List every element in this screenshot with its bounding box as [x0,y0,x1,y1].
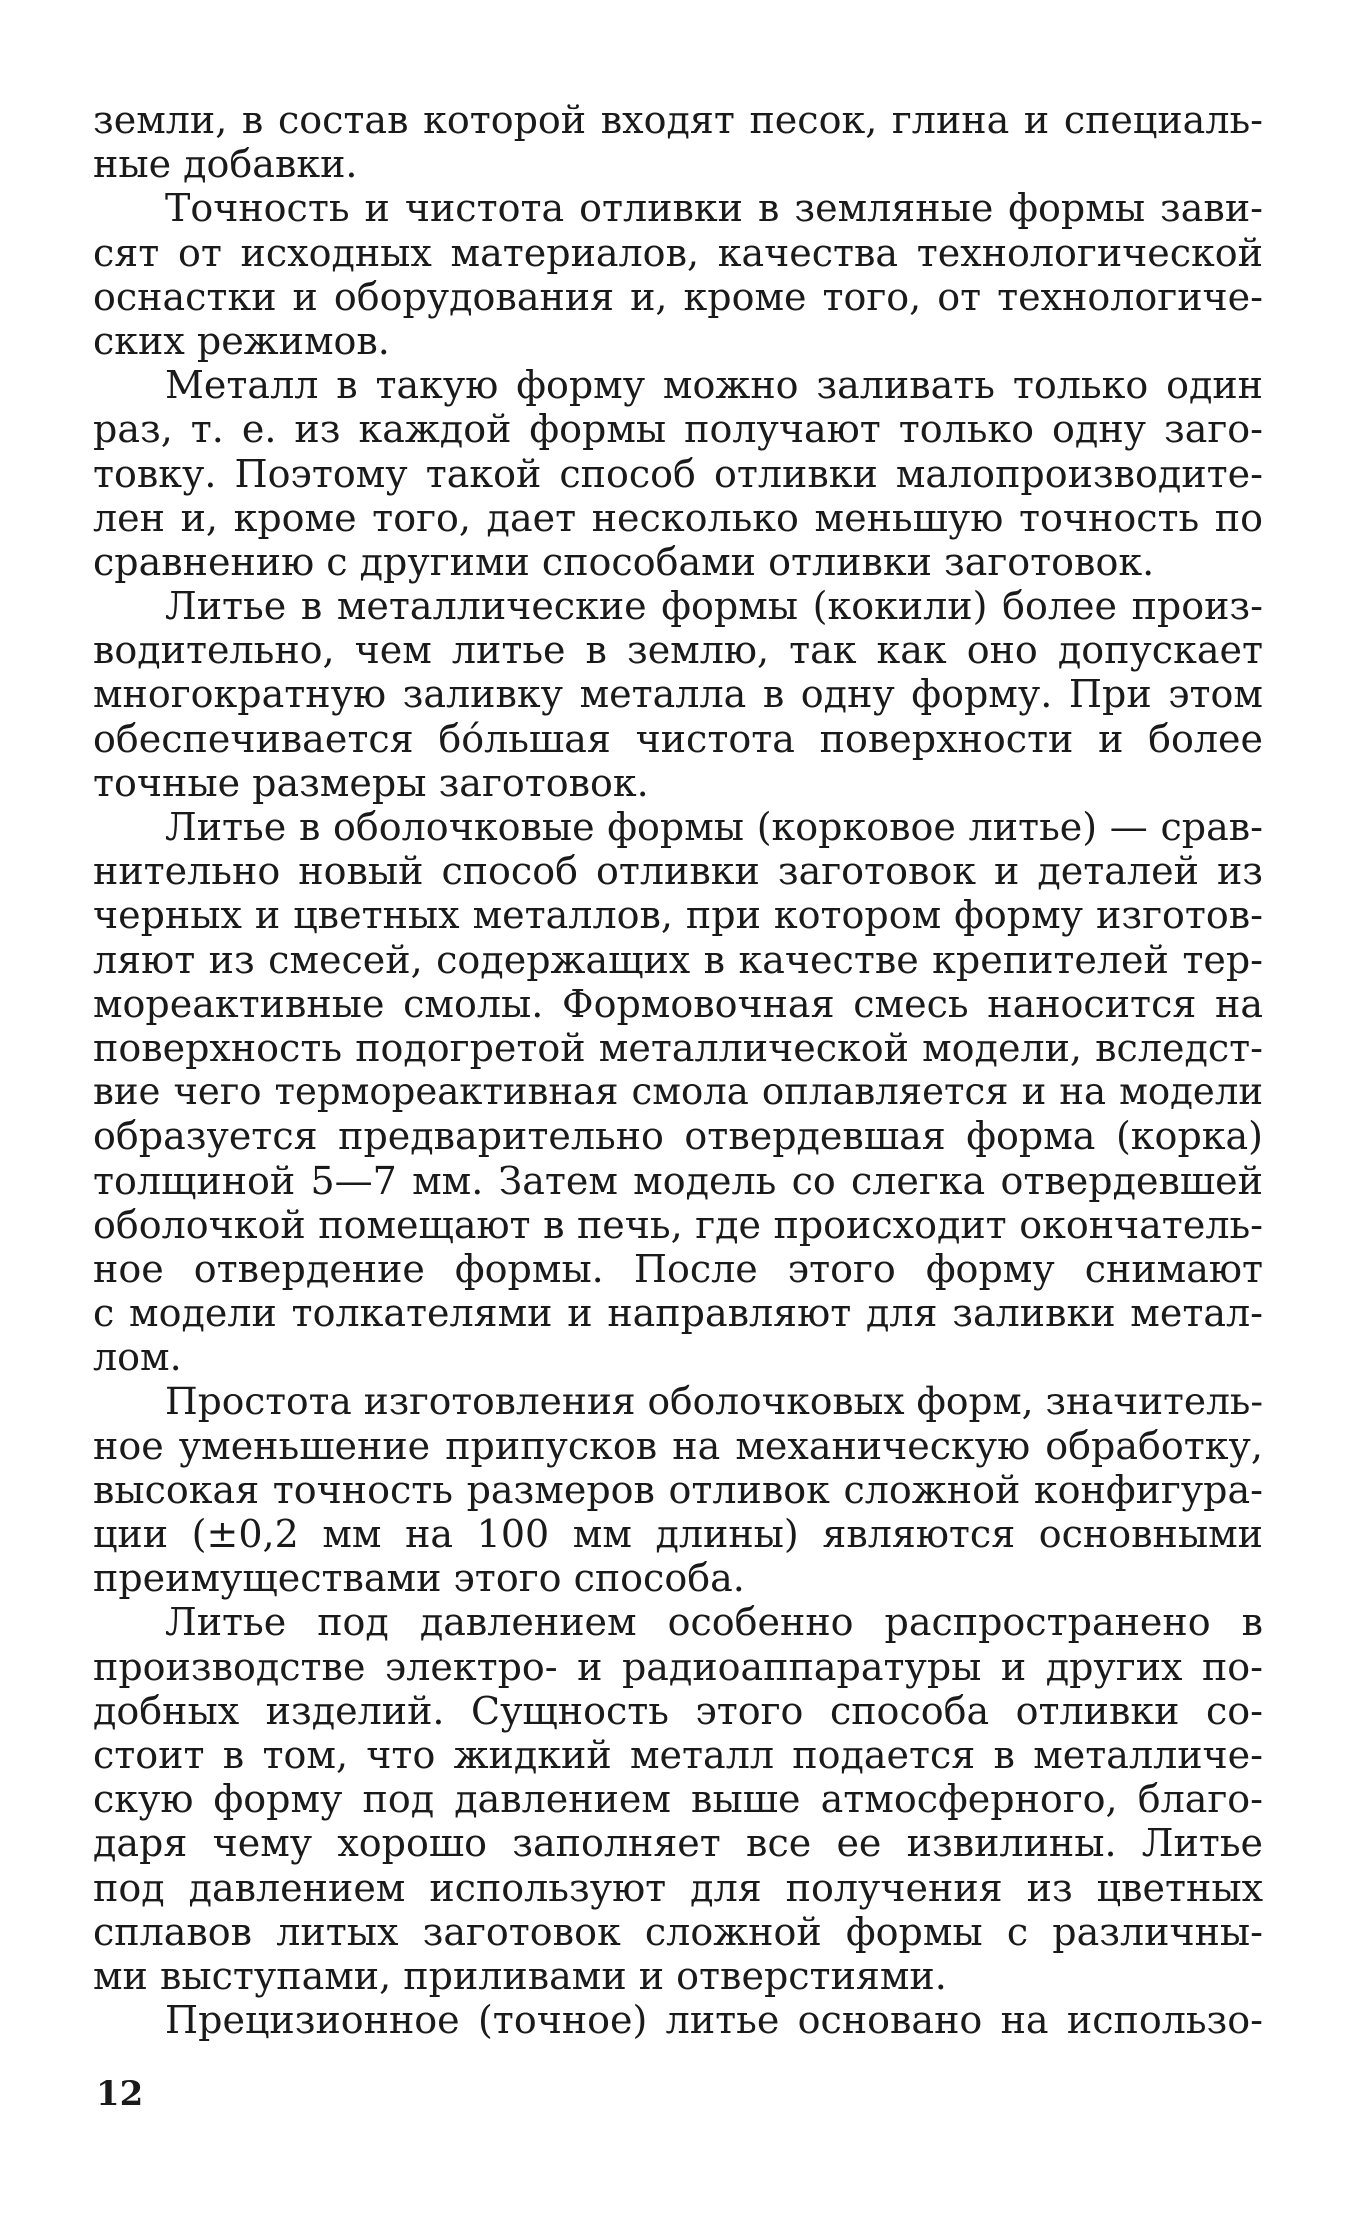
text-line: ции (±0,2 мм на 100 мм длины) являются основными [93,1512,1263,1556]
text-line: ми выступами, приливами и отверстиями. [93,1953,947,1998]
text-line: Литье в оболочковые формы (корковое литье) — срав- [165,805,1263,849]
text-line: скую форму под давлением выше атмосферного, благо- [93,1777,1263,1822]
text-line: под давлением используют для получения из цветных [93,1865,1263,1910]
text-line: с модели толкателями и направляют для заливки метал- [93,1291,1263,1336]
text-line: точные размеры заготовок. [93,760,649,805]
text-line: оснастки и оборудования и, кроме того, от технологиче- [93,274,1263,319]
text-line: Металл в такую форму можно заливать только один [165,363,1263,408]
text-line: сят от исходных материалов, качества технологической [93,230,1263,275]
text-line: ляют из смесей, содержащих в качестве крепителей тер- [93,937,1263,982]
text-line: водительно, чем литье в землю, так как оно допускает [93,628,1263,673]
text-line: ских режимов. [93,318,390,363]
text-line: даря чему хорошо заполняет все ее извилины. Литье [93,1821,1263,1866]
text-line: стоит в том, что жидкий металл подается в металличе- [93,1732,1263,1777]
text-line: земли, в состав которой входят песок, глина и специаль- [93,98,1263,142]
text-line: образуется предварительно отвердевшая форма (корка) [93,1114,1263,1159]
text-line: нительно новый способ отливки заготовок и деталей из [93,849,1263,894]
text-line: Литье в металлические формы (кокили) более произ- [165,584,1263,629]
text-line: лом. [93,1335,182,1380]
text-line: черных и цветных металлов, при котором форму изготов- [93,893,1263,938]
text-line: Точность и чистота отливки в земляные формы зави- [165,186,1263,231]
text-line: многократную заливку металла в одну форму. При этом [93,672,1263,717]
text-line: сравнению с другими способами отливки заготовок. [93,539,1155,584]
text-line: Простота изготовления оболочковых форм, значитель- [165,1379,1263,1424]
text-line: ное уменьшение припусков на механическую обработку, [93,1423,1263,1468]
text-line: преимуществами этого способа. [93,1556,745,1601]
text-line: лен и, кроме того, дает несколько меньшую точность по [93,495,1263,540]
text-line: добных изделий. Сущность этого способа отливки со- [93,1688,1263,1733]
text-line: высокая точность размеров отливок сложной конфигура- [93,1467,1263,1512]
text-line: Литье под давлением особенно распространено в [165,1600,1263,1645]
text-line: товку. Поэтому такой способ отливки малопроизводите- [93,451,1263,496]
page-text [93,98,1263,2042]
text-line: производстве электро- и радиоаппаратуры и других по- [93,1644,1263,1689]
text-line: раз, т. е. из каждой формы получают только одну заго- [93,407,1263,452]
text-line: обеспечивается бо́льшая чистота поверхности и более [93,716,1263,761]
text-line: ные добавки. [93,142,358,187]
text-line: оболочкой помещают в печь, где происходит окончатель- [93,1202,1263,1247]
text-line: сплавов литых заготовок сложной формы с различны- [93,1909,1263,1954]
text-line: ное отвердение формы. После этого форму снимают [93,1246,1263,1291]
page-number: 12 [96,2074,144,2114]
text-line: мореактивные смолы. Формовочная смесь наносится на [93,981,1263,1026]
text-line: поверхность подогретой металлической модели, вследст- [93,1025,1263,1070]
text-line: вие чего термореактивная смола оплавляется и на модели [93,1070,1263,1114]
text-line: Прецизионное (точное) литье основано на использо- [165,1998,1263,2043]
text-line: толщиной 5—7 мм. Затем модель со слегка отвердевшей [93,1158,1263,1203]
